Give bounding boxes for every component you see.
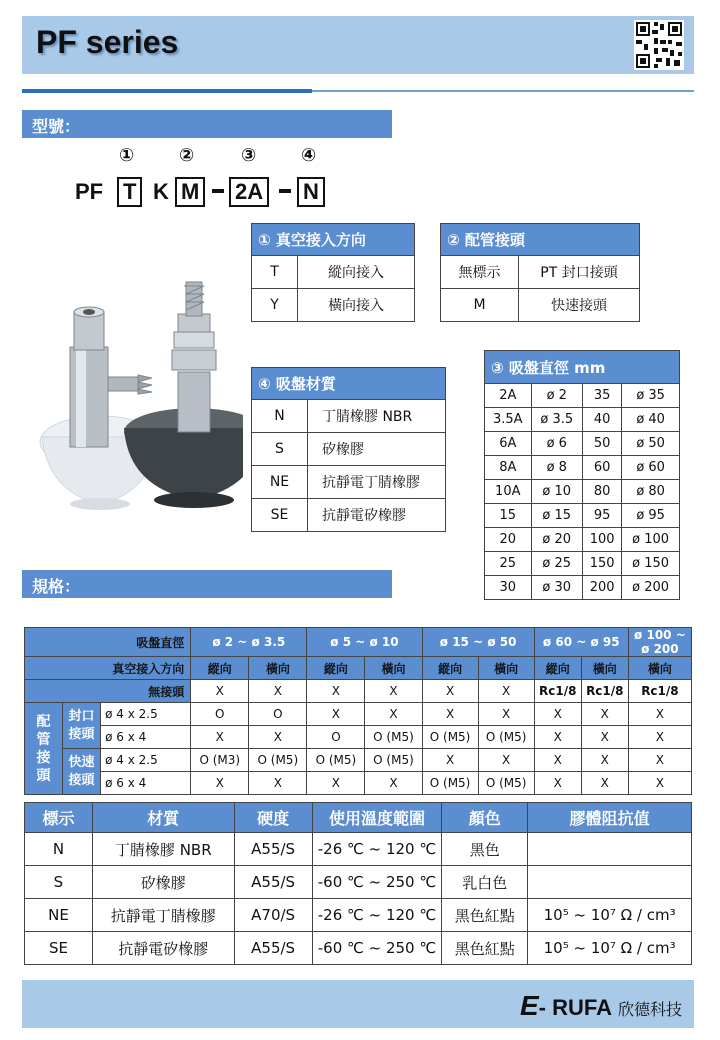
spec-dir-cell: 縱向 [191, 657, 249, 680]
spec-dir-cell: 縱向 [307, 657, 365, 680]
table-cell: 丁腈橡膠 NBR [92, 833, 234, 866]
code-dash-2 [279, 189, 291, 193]
code-part-1: T [117, 177, 142, 207]
page-title: PF series [36, 24, 179, 60]
spec-cell: X [191, 772, 249, 795]
table-cell: ø 35 [622, 384, 680, 408]
spec-cell: X [191, 680, 249, 703]
table-cell: 200 [582, 576, 621, 600]
table-cell: ø 200 [622, 576, 680, 600]
table-cell: 矽橡膠 [308, 433, 446, 466]
table-cell [528, 833, 692, 866]
table-cell: PT 封口接頭 [519, 256, 640, 289]
table-cell: 10A [485, 480, 532, 504]
material-title: ④ 吸盤材質 [252, 368, 446, 400]
spec-cell: X [191, 726, 249, 749]
table-cell: 80 [582, 480, 621, 504]
table-cell: 150 [582, 552, 621, 576]
qr-code-icon [634, 20, 684, 70]
table-cell: ø 20 [531, 528, 582, 552]
spec-cell: O (M5) [249, 749, 307, 772]
table-cell: 40 [582, 408, 621, 432]
pipe-fitting-title: ② 配管接頭 [441, 224, 640, 256]
code-k: K [153, 179, 169, 204]
table-cell: -26 ℃ ~ 120 ℃ [312, 899, 442, 932]
spec-cell: O (M5) [365, 749, 422, 772]
spec-dia-label: 吸盤直徑 [25, 628, 191, 657]
title-bar [22, 16, 694, 74]
spec-cell: X [422, 680, 478, 703]
logo-text: - RUFA [538, 995, 612, 1020]
table-cell: 10⁵ ~ 10⁷ Ω / cm³ [528, 899, 692, 932]
table-cell: 橫向接入 [298, 289, 415, 322]
table-cell: ø 10 [531, 480, 582, 504]
spec-dia-col: ø 60 ~ ø 95 [534, 628, 628, 657]
table-row [25, 932, 692, 965]
table-cell: 25 [485, 552, 532, 576]
spec-cell: X [628, 772, 691, 795]
spec-cell: X [307, 703, 365, 726]
table-cell [528, 866, 692, 899]
table-cell: NE [252, 466, 308, 499]
spec-quick-label [63, 749, 101, 795]
table-cell: 6A [485, 432, 532, 456]
materials-header: 標示 [25, 803, 93, 833]
table-cell: 95 [582, 504, 621, 528]
divider-accent [22, 89, 312, 93]
spec-cell: O (M5) [422, 726, 478, 749]
code-num-3: ③ [241, 145, 257, 166]
table-cell: Y [252, 289, 298, 322]
spec-dia-col: ø 2 ~ ø 3.5 [191, 628, 307, 657]
spec-cell: X [534, 726, 581, 749]
spec-pipe-label-text: 配管接頭 [36, 713, 51, 784]
table-cell: -60 ℃ ~ 250 ℃ [312, 932, 442, 965]
spec-cell: X [628, 749, 691, 772]
spec-cell: O (M3) [191, 749, 249, 772]
vacuum-direction-table [251, 223, 415, 322]
table-cell: 2A [485, 384, 532, 408]
table-cell: ø 95 [622, 504, 680, 528]
materials-header: 材質 [92, 803, 234, 833]
spec-cell: X [628, 726, 691, 749]
table-cell: -26 ℃ ~ 120 ℃ [312, 833, 442, 866]
spec-cell: X [307, 772, 365, 795]
logo-chinese: 欣德科技 [617, 1002, 682, 1019]
table-row [485, 384, 680, 408]
table-cell: 15 [485, 504, 532, 528]
table-cell: 60 [582, 456, 621, 480]
table-row [25, 899, 692, 932]
section-spec-header: 規格： [22, 570, 392, 598]
spec-dir-cell: 橫向 [628, 657, 691, 680]
code-num-1: ① [119, 145, 135, 166]
table-cell: 縱向接入 [298, 256, 415, 289]
spec-dir-cell: 縱向 [534, 657, 581, 680]
spec-cell: X [478, 680, 534, 703]
table-cell: 抗靜電矽橡膠 [308, 499, 446, 532]
table-cell: 100 [582, 528, 621, 552]
table-cell: ø 60 [622, 456, 680, 480]
table-cell: ø 150 [622, 552, 680, 576]
spec-cell: X [534, 749, 581, 772]
table-cell: 20 [485, 528, 532, 552]
table-cell: ø 50 [622, 432, 680, 456]
table-row [485, 504, 680, 528]
table-cell: T [252, 256, 298, 289]
spec-cell: X [478, 749, 534, 772]
spec-cell: X [422, 749, 478, 772]
table-cell: 抗靜電丁腈橡膠 [308, 466, 446, 499]
spec-cell: X [249, 680, 307, 703]
model-code [75, 145, 335, 215]
materials-header: 使用溫度範圍 [312, 803, 442, 833]
table-cell: 30 [485, 576, 532, 600]
table-cell: 黑色 [442, 833, 528, 866]
table-cell: 35 [582, 384, 621, 408]
spec-table [24, 627, 692, 795]
table-row [485, 480, 680, 504]
table-cell: -60 ℃ ~ 250 ℃ [312, 866, 442, 899]
table-cell: ø 100 [622, 528, 680, 552]
diameter-table [484, 350, 680, 600]
table-cell: A55/S [234, 833, 312, 866]
table-cell: 10⁵ ~ 10⁷ Ω / cm³ [528, 932, 692, 965]
spec-dir-cell: 縱向 [422, 657, 478, 680]
table-cell: ø 80 [622, 480, 680, 504]
code-part-3: 2A [229, 177, 269, 207]
table-cell: ø 15 [531, 504, 582, 528]
spec-size-cell: ø 6 x 4 [101, 772, 191, 795]
code-part-4: N [297, 177, 325, 207]
table-cell: 丁腈橡膠 NBR [308, 400, 446, 433]
table-row [485, 432, 680, 456]
spec-dia-col: ø 100 ~ ø 200 [628, 628, 691, 657]
table-cell: A55/S [234, 932, 312, 965]
spec-seal-label-text: 封口接頭 [68, 708, 95, 742]
table-cell: SE [252, 499, 308, 532]
table-row [25, 833, 692, 866]
spec-dir-label: 真空接入方向 [25, 657, 191, 680]
spec-cell: X [249, 726, 307, 749]
spec-dir-cell: 橫向 [249, 657, 307, 680]
spec-size-cell: ø 6 x 4 [101, 726, 191, 749]
table-cell: ø 6 [531, 432, 582, 456]
spec-cell: X [534, 772, 581, 795]
spec-cell: X [581, 772, 628, 795]
code-part-2: M [175, 177, 205, 207]
table-cell: A55/S [234, 866, 312, 899]
spec-cell: X [422, 703, 478, 726]
table-cell: S [252, 433, 308, 466]
table-cell: S [25, 866, 93, 899]
spec-size-cell: ø 4 x 2.5 [101, 703, 191, 726]
code-prefix: PF [75, 179, 104, 204]
spec-cell: X [307, 680, 365, 703]
table-cell: 8A [485, 456, 532, 480]
table-cell: ø 8 [531, 456, 582, 480]
spec-cell: O (M5) [365, 726, 422, 749]
spec-cell: X [581, 703, 628, 726]
table-cell: M [441, 289, 519, 322]
section-model-header: 型號： [22, 110, 392, 138]
footer-bar [22, 980, 694, 1028]
spec-quick-label-text: 快速接頭 [68, 754, 95, 788]
table-cell: ø 25 [531, 552, 582, 576]
table-row [485, 552, 680, 576]
table-row [25, 866, 692, 899]
code-num-4: ④ [301, 145, 317, 166]
logo-e: E [519, 990, 539, 1021]
spec-cell: O (M5) [307, 749, 365, 772]
spec-none-label: 無接頭 [25, 680, 191, 703]
spec-size-cell: ø 4 x 2.5 [101, 749, 191, 772]
spec-cell: O (M5) [478, 726, 534, 749]
spec-cell: Rc1/8 [628, 680, 691, 703]
table-cell: ø 3.5 [531, 408, 582, 432]
spec-cell: O [307, 726, 365, 749]
table-cell: A70/S [234, 899, 312, 932]
materials-header: 膠體阻抗值 [528, 803, 692, 833]
vacuum-direction-title: ① 真空接入方向 [252, 224, 415, 256]
materials-properties-table [24, 802, 692, 965]
table-cell: 矽橡膠 [92, 866, 234, 899]
table-cell: 無標示 [441, 256, 519, 289]
spec-dia-col: ø 15 ~ ø 50 [422, 628, 534, 657]
materials-header: 硬度 [234, 803, 312, 833]
spec-cell: O (M5) [478, 772, 534, 795]
table-cell: 3.5A [485, 408, 532, 432]
spec-dir-cell: 橫向 [478, 657, 534, 680]
table-row [485, 528, 680, 552]
spec-cell: X [365, 772, 422, 795]
code-dash-1 [212, 189, 224, 193]
spec-cell: X [534, 703, 581, 726]
spec-dir-cell: 橫向 [365, 657, 422, 680]
table-cell: N [25, 833, 93, 866]
table-cell: 黑色紅點 [442, 932, 528, 965]
spec-cell: X [478, 703, 534, 726]
spec-cell: O (M5) [422, 772, 478, 795]
product-photo [28, 272, 243, 532]
spec-dir-cell: 橫向 [581, 657, 628, 680]
table-cell: 抗靜電丁腈橡膠 [92, 899, 234, 932]
spec-cell: X [365, 703, 422, 726]
table-row [485, 576, 680, 600]
material-table [251, 367, 446, 532]
diameter-title: ③ 吸盤直徑 mm [485, 351, 680, 384]
table-cell: 黑色紅點 [442, 899, 528, 932]
company-logo [520, 990, 682, 1022]
spec-cell: X [581, 749, 628, 772]
table-cell: N [252, 400, 308, 433]
table-cell: 抗靜電矽橡膠 [92, 932, 234, 965]
table-cell: SE [25, 932, 93, 965]
code-num-2: ② [179, 145, 195, 166]
table-cell: ø 30 [531, 576, 582, 600]
table-cell: NE [25, 899, 93, 932]
table-cell: ø 40 [622, 408, 680, 432]
spec-cell: X [581, 726, 628, 749]
spec-cell: X [365, 680, 422, 703]
table-cell: 50 [582, 432, 621, 456]
spec-cell: X [628, 703, 691, 726]
spec-cell: X [249, 772, 307, 795]
spec-seal-label [63, 703, 101, 749]
spec-cell: Rc1/8 [534, 680, 581, 703]
table-cell: 乳白色 [442, 866, 528, 899]
table-cell: ø 2 [531, 384, 582, 408]
table-cell: 快速接頭 [519, 289, 640, 322]
spec-pipe-label [25, 703, 63, 795]
pipe-fitting-table [440, 223, 640, 322]
table-row [485, 456, 680, 480]
spec-cell: O [249, 703, 307, 726]
spec-cell: Rc1/8 [581, 680, 628, 703]
materials-header: 顏色 [442, 803, 528, 833]
spec-cell: O [191, 703, 249, 726]
spec-dia-col: ø 5 ~ ø 10 [307, 628, 422, 657]
table-row [485, 408, 680, 432]
